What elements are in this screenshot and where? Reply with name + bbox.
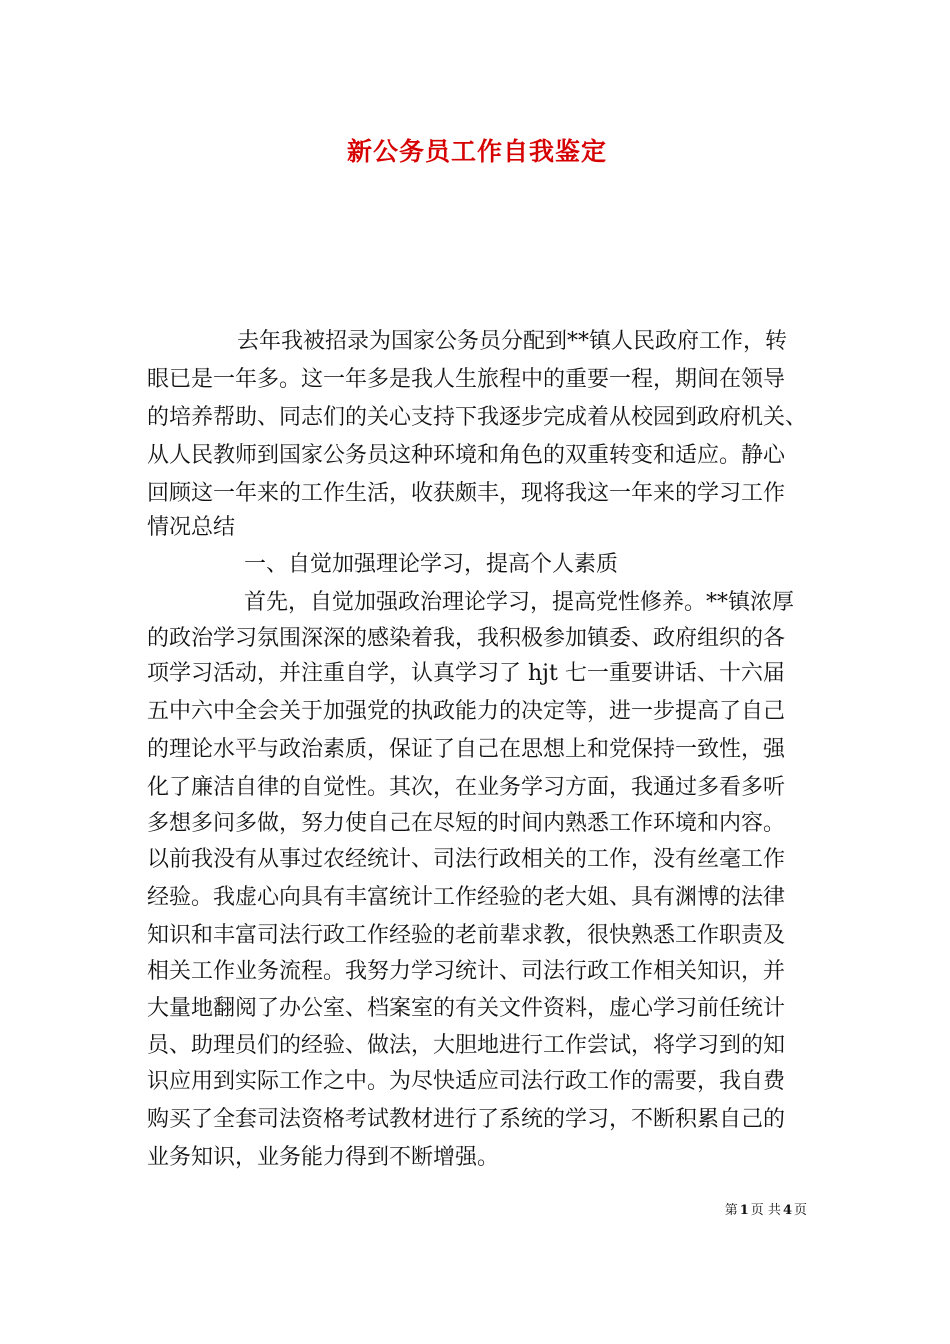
paragraph-line: 回顾这一年来的工作生活，收获颇丰，现将我这一年来的学习工作 xyxy=(147,481,786,506)
paragraph-line: 购买了全套司法资格考试教材进行了系统的学习，不断积累自己的 xyxy=(147,1107,786,1132)
paragraph-line: 知识和丰富司法行政工作经验的老前辈求教，很快熟悉工作职责及 xyxy=(147,923,786,948)
paragraph-line: 员、助理员们的经验、做法，大胆地进行工作尝试，将学习到的知 xyxy=(147,1033,786,1058)
paragraph-line: 化了廉洁自律的自觉性。其次，在业务学习方面，我通过多看多听 xyxy=(147,775,786,800)
paragraph-line: 去年我被招录为国家公务员分配到**镇人民政府工作，转 xyxy=(237,329,788,354)
paragraph-line: 识应用到实际工作之中。为尽快适应司法行政工作的需要，我自费 xyxy=(147,1069,786,1094)
paragraph-line: 的政治学习氛围深深的感染着我，我积极参加镇委、政府组织的各 xyxy=(147,626,786,651)
paragraph-line: 以前我没有从事过农经统计、司法行政相关的工作，没有丝毫工作 xyxy=(147,847,786,872)
paragraph-line: 相关工作业务流程。我努力学习统计、司法行政工作相关知识，并 xyxy=(147,959,786,984)
paragraph-line: 首先，自觉加强政治理论学习，提高党性修养。**镇浓厚 xyxy=(244,590,795,615)
page-title: 新公务员工作自我鉴定 xyxy=(346,137,607,166)
paragraph-line: 的培养帮助、同志们的关心支持下我逐步完成着从校园到政府机关、 xyxy=(147,405,808,430)
paragraph-line: 眼已是一年多。这一年多是我人生旅程中的重要一程，期间在领导 xyxy=(147,367,786,392)
footer-suffix: 页 xyxy=(793,1203,807,1218)
total-pages-number: 4 xyxy=(782,1203,792,1218)
page-footer xyxy=(725,1202,807,1220)
footer-prefix: 第 xyxy=(724,1203,738,1218)
paragraph-line: 业务知识，业务能力得到不断增强。 xyxy=(147,1145,500,1170)
paragraph-line: 从人民教师到国家公务员这种环境和角色的双重转变和适应。静心 xyxy=(147,443,786,468)
paragraph-line: 大量地翻阅了办公室、档案室的有关文件资料，虚心学习前任统计 xyxy=(147,996,786,1021)
paragraph-line: 情况总结 xyxy=(147,515,236,540)
paragraph-line: 五中六中全会关于加强党的执政能力的决定等，进一步提高了自己 xyxy=(147,699,786,724)
paragraph-line: 的理论水平与政治素质，保证了自己在思想上和党保持一致性，强 xyxy=(147,737,786,762)
current-page-number: 1 xyxy=(739,1203,749,1218)
paragraph-line: 多想多问多做，努力使自己在尽短的时间内熟悉工作环境和内容。 xyxy=(147,811,786,836)
section-heading: 一、自觉加强理论学习，提高个人素质 xyxy=(244,552,619,577)
footer-middle: 页 共 xyxy=(750,1203,781,1218)
paragraph-line: 项学习活动，并注重自学，认真学习了 hjt 七一重要讲话、十六届 xyxy=(147,661,785,686)
paragraph-line: 经验。我虚心向具有丰富统计工作经验的老大姐、具有渊博的法律 xyxy=(147,885,786,910)
